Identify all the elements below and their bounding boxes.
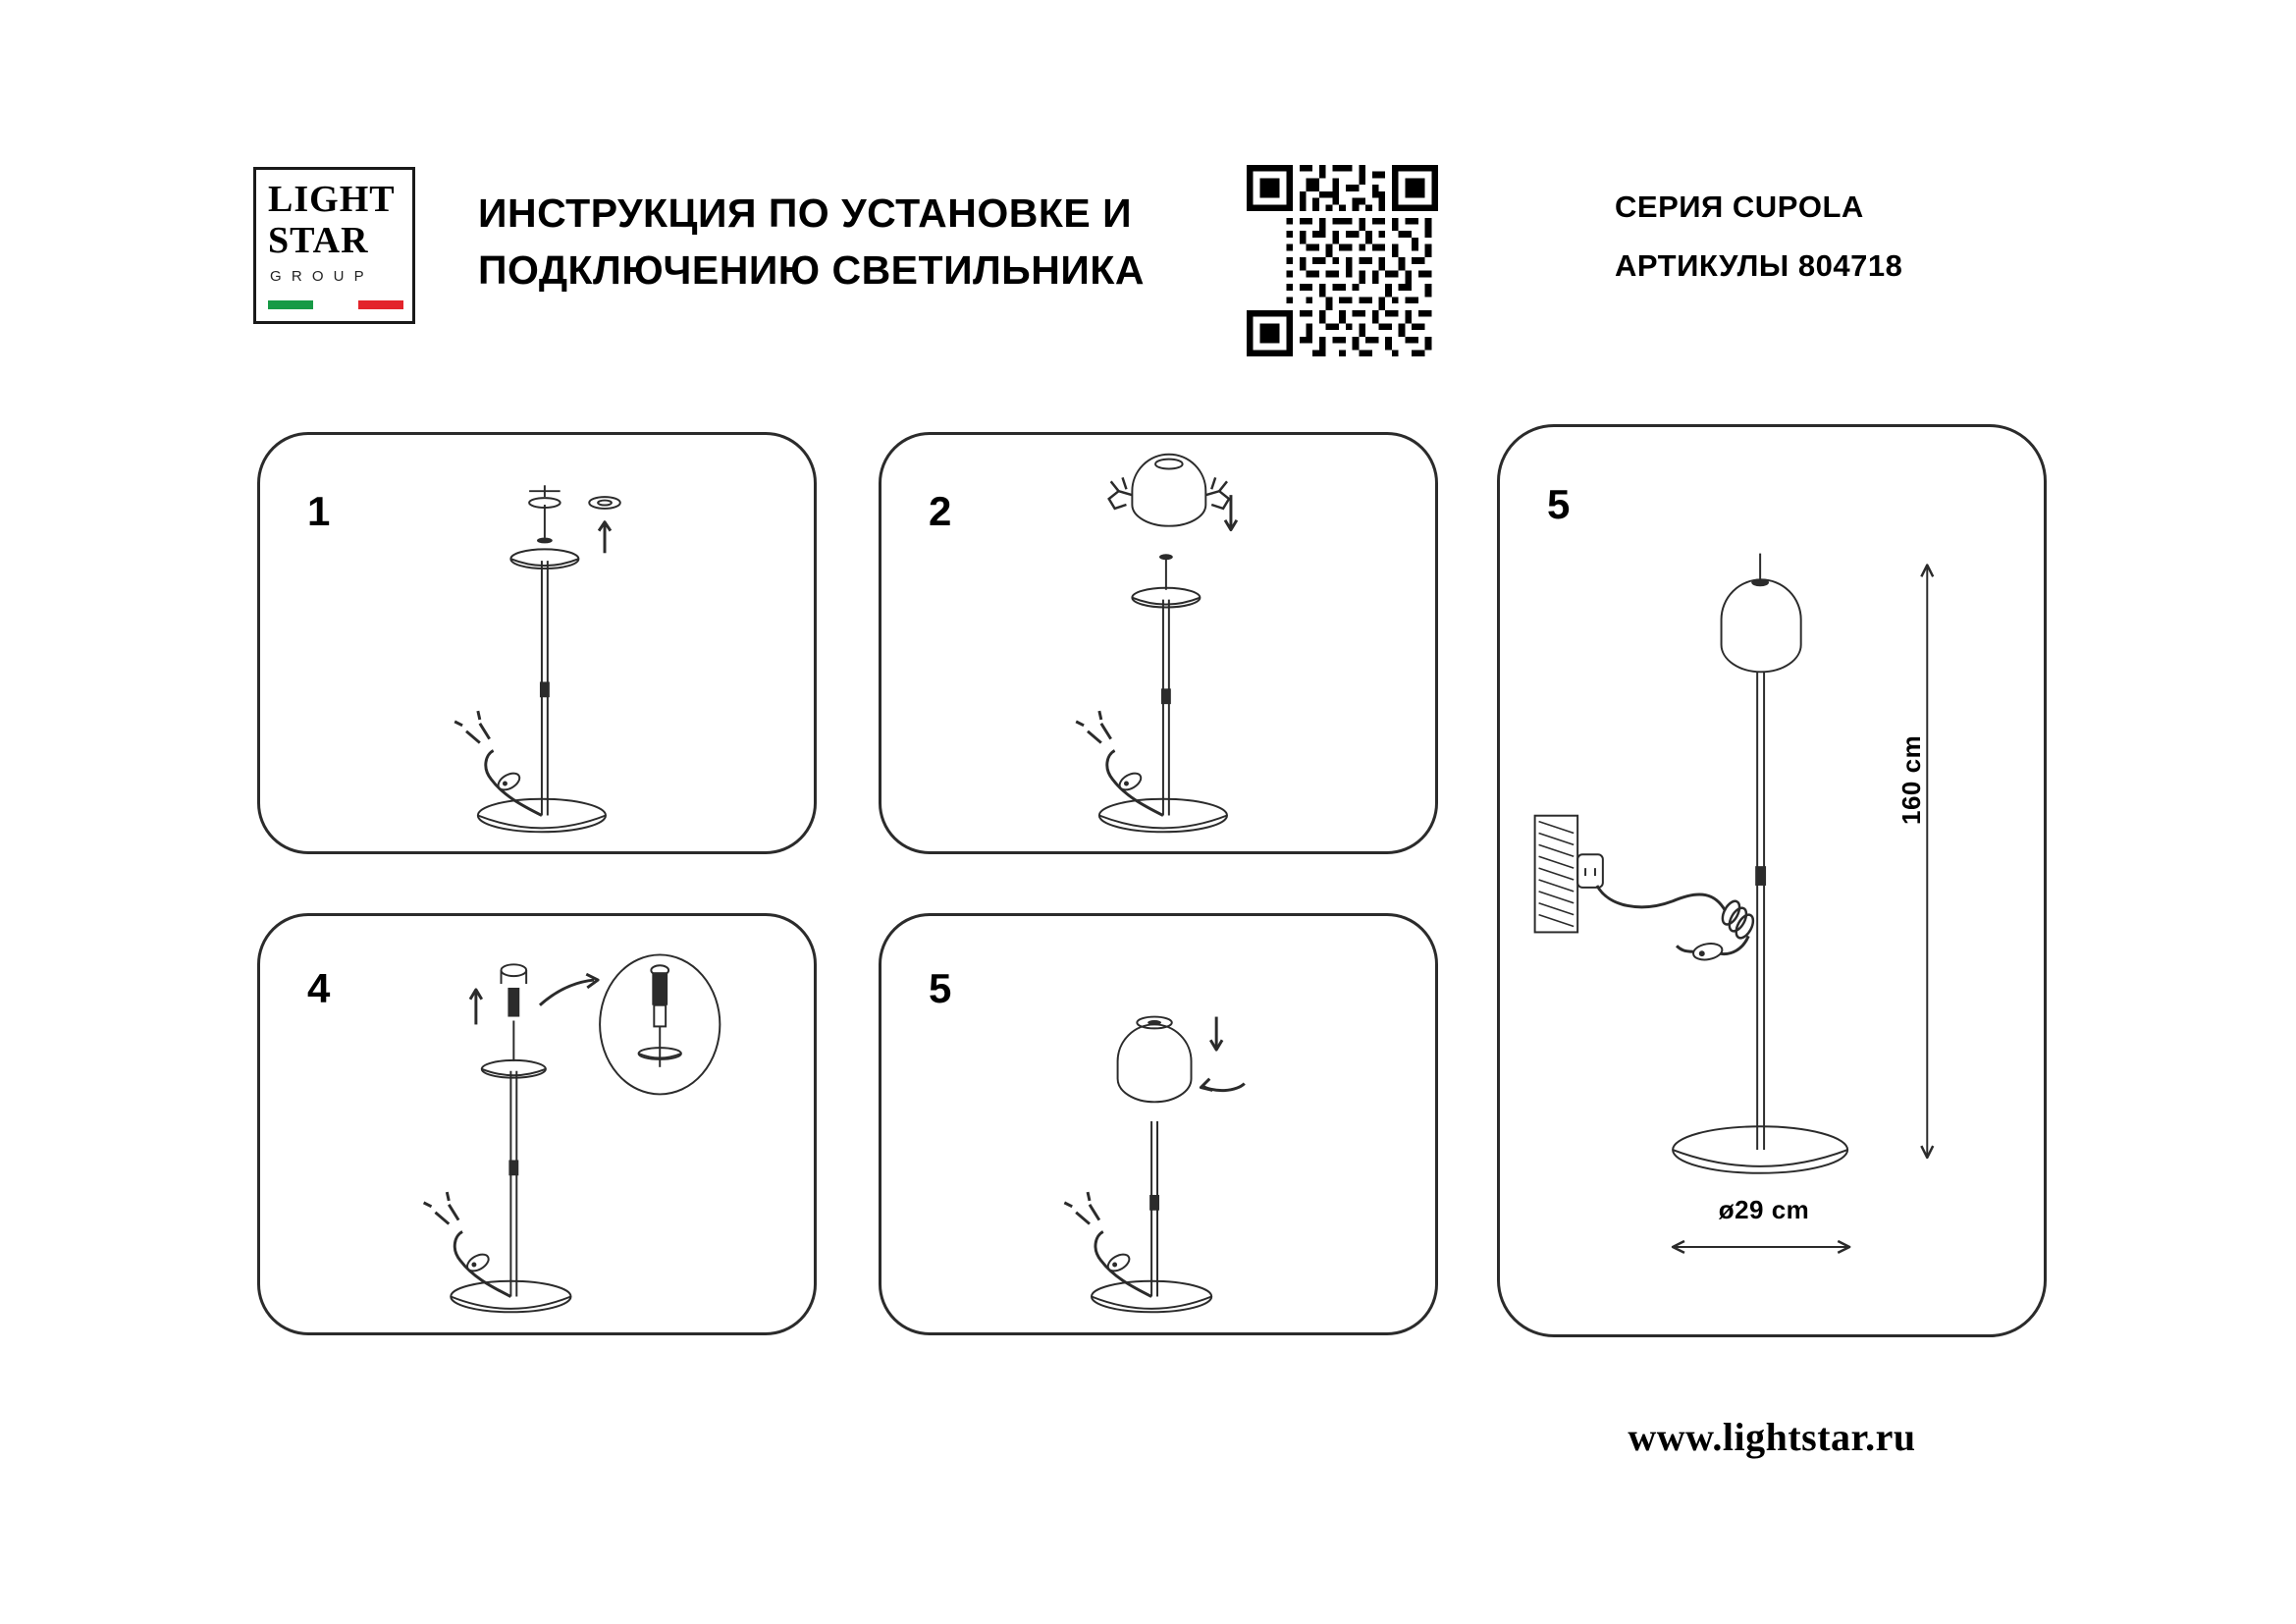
overview-panel [1497,424,2047,1337]
step-panel-5 [879,913,1438,1335]
product-info [1615,185,2204,289]
brand-logo [253,167,415,324]
diameter-dimension-label: ø29 cm [1718,1195,1810,1224]
page-title-line-2: ПОДКЛЮЧЕНИЮ СВЕТИЛЬНИКА [478,247,1145,293]
logo-word-light: LIGHT [268,179,396,220]
step-panel-4 [257,913,817,1335]
page-title [478,185,1254,298]
product-article: АРТИКУЛЫ 804718 [1615,248,1903,283]
step-number: 2 [929,488,952,534]
step-number: 4 [307,965,331,1011]
step-panel-1 [257,432,817,854]
website-url[interactable]: www.lightstar.ru [1628,1415,1916,1459]
step-illustration-4 [260,916,814,1332]
step-panel-2 [879,432,1438,854]
document-header [0,137,2296,353]
step-number: 5 [929,965,952,1011]
logo-word-star: STAR [268,220,369,261]
overview-number: 5 [1547,481,1571,527]
step-illustration-5 [881,916,1435,1332]
step-number: 1 [307,488,331,534]
step-illustration-1 [260,435,814,851]
qr-code-icon [1242,165,1443,356]
product-series: СЕРИЯ CUPOLA [1615,189,1864,224]
height-dimension-label: 160 cm [1896,734,1926,825]
italian-flag-icon [268,300,403,309]
page-title-line-1: ИНСТРУКЦИЯ ПО УСТАНОВКЕ И [478,190,1133,236]
step-illustration-2 [881,435,1435,851]
logo-word-group: G R O U P [270,268,367,285]
